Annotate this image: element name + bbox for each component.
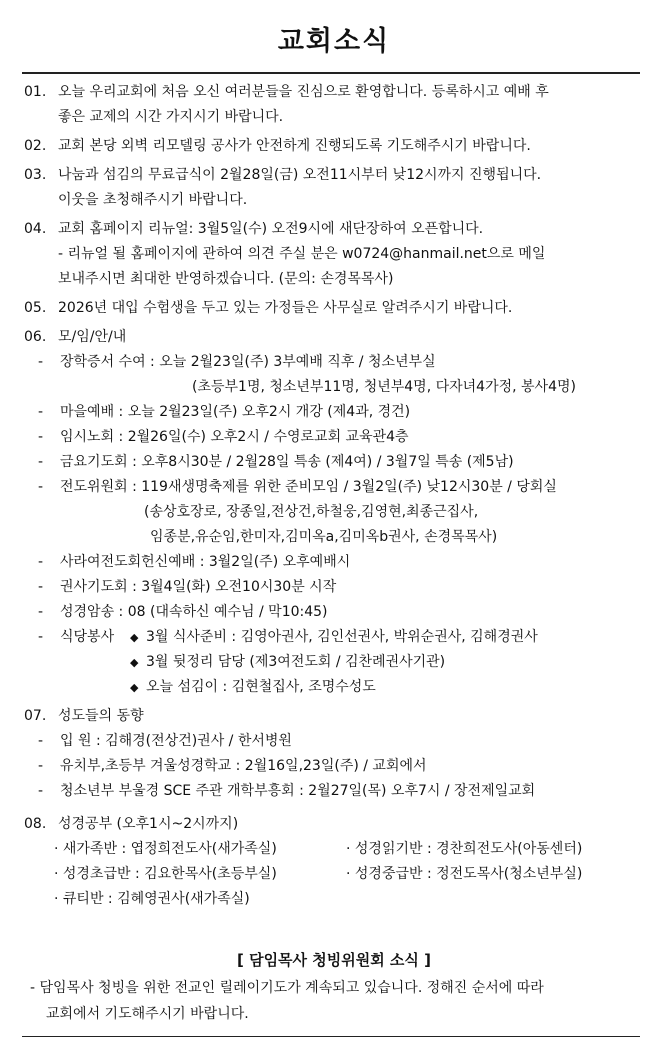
news-item-03	[24, 163, 640, 213]
diamond-bullet-icon: ◆	[130, 656, 139, 669]
title-divider	[22, 72, 640, 74]
meeting-deaconess-prayer: - 권사기도회 : 3월4일(화) 오전10시30분 시작	[38, 579, 337, 595]
item-heading: 성도들의 동향	[58, 708, 144, 724]
item-text: - 리뉴얼 될 홈페이지에 관하여 의견 주실 분은 w0724@hanmail.net으로 메일	[58, 246, 546, 262]
item-text: 보내주시면 최대한 반영하겠습니다. (문의: 손경목목사)	[58, 271, 394, 287]
meeting-scholarship-detail: (초등부1명, 청소년부11명, 청년부4명, 다자녀4가정, 봉사4명)	[192, 379, 576, 395]
page-title: 교회소식	[277, 26, 391, 57]
committee-notice-body	[30, 975, 638, 1027]
item-text: 2026년 대입 수험생을 두고 있는 가정들은 사무실로 알려주시기 바랍니다.	[58, 300, 513, 316]
item-text: 오늘 우리교회에 처음 오신 여러분들을 진심으로 환영합니다. 등록하시고 예배 후	[58, 84, 549, 100]
diamond-bullet-icon: ◆	[130, 631, 139, 644]
meeting-village: - 마을예배 : 오늘 2월23일(주) 오후2시 개강 (제4과, 경건)	[38, 404, 411, 420]
committee-notice-title: [ 담임목사 청빙위원회 소식 ]	[237, 951, 431, 969]
news-item-08	[24, 812, 640, 837]
study-class: · 성경읽기반 : 경찬희전도사(아동센터)	[346, 841, 583, 857]
meeting-evangelism-names: 임종분,유순임,한미자,김미옥a,김미옥b권사, 손경목목사)	[150, 529, 498, 545]
bible-study-classes	[24, 837, 640, 912]
news-item-02	[24, 134, 640, 159]
meeting-friday-prayer: - 금요기도회 : 오후8시30분 / 2월28일 특송 (제4여) / 3월7일 특송 (제5남)	[38, 454, 514, 470]
study-class: · 성경초급반 : 김요한목사(초등부실)	[54, 866, 277, 882]
meeting-kitchen-line: ◆ 오늘 섬김이 : 김현철집사, 조명수성도	[24, 675, 640, 700]
item-text: 나눔과 섬김의 무료급식이 2월28일(금) 오전11시부터 낮12시까지 진행됩니다.	[58, 167, 542, 183]
item-number: 04.	[24, 221, 47, 237]
study-class: · 큐티반 : 김혜영권사(새가족실)	[54, 891, 250, 907]
news-item-05	[24, 296, 640, 321]
item-number: 05.	[24, 300, 47, 316]
member-news: - 청소년부 부울경 SCE 주관 개학부흥회 : 2월27일(목) 오후7시 / 장전제일교회	[38, 783, 536, 799]
notice-text: - 담임목사 청빙을 위한 전교인 릴레이기도가 계속되고 있습니다. 정해진 순서에 따라	[30, 980, 544, 996]
item-text: 교회 홈페이지 리뉴얼: 3월5일(수) 오전9시에 새단장하여 오픈합니다.	[58, 221, 484, 237]
item-number: 08.	[24, 816, 47, 832]
meeting-evangelism: - 전도위원회 : 119새생명축제를 위한 준비모임 / 3월2일(주) 낮12시30분 / 당회실	[38, 479, 557, 495]
meeting-evangelism-names: (송상호장로, 장종일,전상건,하철웅,김영현,최종근집사,	[144, 504, 479, 520]
study-class: · 성경중급반 : 정전도목사(청소년부실)	[346, 866, 583, 882]
news-item-07	[24, 704, 640, 729]
item-number: 03.	[24, 167, 47, 183]
item-heading: 성경공부 (오후1시~2시까지)	[58, 816, 239, 832]
meeting-sarah: - 사라여전도회헌신예배 : 3월2일(주) 오후예배시	[38, 554, 351, 570]
study-class: · 새가족반 : 엽정희전도사(새가족실)	[54, 841, 277, 857]
meeting-memory-verse: - 성경암송 : 08 (대속하신 예수님 / 막10:45)	[38, 604, 328, 620]
item-number: 07.	[24, 708, 47, 724]
meeting-scholarship: - 장학증서 수여 : 오늘 2월23일(주) 3부예배 직후 / 청소년부실	[38, 354, 436, 370]
meeting-temporary: - 임시노회 : 2월26일(수) 오후2시 / 수영로교회 교육관4층	[38, 429, 409, 445]
meeting-kitchen: - 식당봉사 ◆ 3월 식사준비 : 김영아권사, 김인선권사, 박위순권사, 김해경권사	[24, 625, 640, 650]
item-heading: 모/임/안/내	[58, 329, 127, 345]
news-item-04	[24, 217, 640, 292]
item-text: 좋은 교제의 시간 가지시기 바랍니다.	[58, 109, 284, 125]
item-text: 이웃을 초청해주시기 바랍니다.	[58, 192, 248, 208]
news-item-01	[24, 80, 640, 130]
diamond-bullet-icon: ◆	[130, 681, 139, 694]
member-news: - 입 원 : 김해경(전상건)권사 / 한서병원	[38, 733, 292, 749]
item-number: 06.	[24, 329, 47, 345]
news-item-06	[24, 325, 640, 350]
item-number: 01.	[24, 84, 47, 100]
item-text: 교회 본당 외벽 리모델링 공사가 안전하게 진행되도록 기도해주시기 바랍니다.	[58, 138, 531, 154]
meeting-kitchen-line: ◆ 3월 뒷정리 담당 (제3여전도회 / 김찬례권사기관)	[24, 650, 640, 675]
member-news: - 유치부,초등부 겨울성경학교 : 2월16일,23일(주) / 교회에서	[38, 758, 427, 774]
notice-text: 교회에서 기도해주시기 바랍니다.	[46, 1006, 249, 1022]
footer-divider	[22, 1036, 640, 1037]
item-number: 02.	[24, 138, 47, 154]
news-list	[24, 80, 640, 912]
